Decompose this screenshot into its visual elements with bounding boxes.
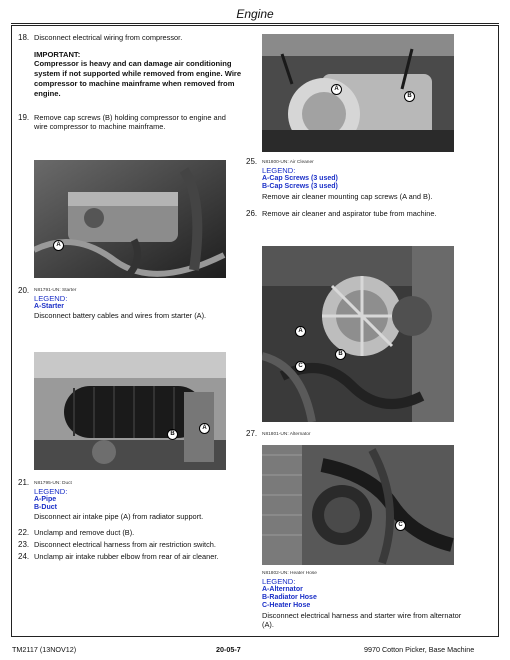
step-23-number: 23.	[18, 540, 30, 549]
step-25-legend-title: LEGEND:	[262, 166, 296, 175]
step-27-line-2: (A).	[262, 620, 274, 629]
step-27-caption-2: N81802-UN: Heater Hose	[262, 571, 317, 576]
starter-photo	[34, 160, 226, 278]
callout-c-alternator: C	[295, 361, 306, 372]
step-20-number: 20.	[18, 286, 30, 295]
step-25-text: Remove air cleaner mounting cap screws (A and B).	[262, 192, 433, 201]
step-26-number: 26.	[246, 209, 258, 218]
step-21-text: Disconnect air intake pipe (A) from radiator support.	[34, 512, 204, 521]
duct-photo-art	[34, 352, 226, 470]
step-27-legend-item-3: C-Heater Hose	[262, 602, 311, 609]
alternator-photo	[262, 246, 454, 422]
important-label: IMPORTANT:	[34, 50, 81, 59]
important-line-3: compressor to machine mainframe when removed from	[34, 79, 235, 88]
step-24-text: Unclamp air intake rubber elbow from rear of air cleaner.	[34, 552, 219, 561]
alternator-photo-art	[262, 246, 454, 422]
step-20-caption: N81791-UN: Starter	[34, 288, 77, 293]
footer-doc-id: TM2117 (13NOV12)	[12, 645, 77, 654]
starter-photo-art	[34, 160, 226, 278]
step-25-legend-item-1: A-Cap Screws (3 used)	[262, 175, 338, 182]
step-21-caption: N81795-UN: Duct	[34, 481, 72, 486]
step-21-legend-item-1: A-Pipe	[34, 496, 57, 503]
step-27-legend-item-1: A-Alternator	[262, 586, 303, 593]
callout-a-air-cleaner: A	[331, 84, 342, 95]
step-21-legend-item-2: B-Duct	[34, 504, 57, 511]
important-line-2: system if not supported while removed from engine. Wire	[34, 69, 242, 78]
important-line-4: engine.	[34, 89, 61, 98]
footer-machine-name: 9970 Cotton Picker, Base Machine	[364, 645, 475, 654]
step-22-number: 22.	[18, 528, 30, 537]
heater-hose-photo-art	[262, 445, 454, 565]
step-23-text: Disconnect electrical harness from air restriction switch.	[34, 540, 216, 549]
callout-b-alternator: B	[335, 349, 346, 360]
important-line-1: Compressor is heavy and can damage air conditioning	[34, 59, 232, 68]
duct-photo	[34, 352, 226, 470]
callout-a-starter: A	[53, 240, 64, 251]
step-25-number: 25.	[246, 157, 258, 166]
header-rule	[11, 23, 499, 24]
step-18-text: Disconnect electrical wiring from compressor.	[34, 33, 183, 42]
air-cleaner-photo	[262, 34, 454, 152]
step-27-legend-item-2: B-Radiator Hose	[262, 594, 317, 601]
callout-b-duct: B	[167, 429, 178, 440]
callout-a-duct: A	[199, 423, 210, 434]
step-19-number: 19.	[18, 113, 30, 122]
step-25-legend-item-2: B-Cap Screws (3 used)	[262, 183, 338, 190]
footer-page-number: 20-05-7	[216, 645, 241, 654]
step-21-number: 21.	[18, 478, 30, 487]
page-header-title: Engine	[236, 7, 274, 21]
step-18-number: 18.	[18, 33, 30, 42]
air-cleaner-photo-art	[262, 34, 454, 152]
callout-c-heater: C	[395, 520, 406, 531]
step-21-legend-title: LEGEND:	[34, 487, 68, 496]
step-24-number: 24.	[18, 552, 30, 561]
step-20-text: Disconnect battery cables and wires from starter (A).	[34, 311, 207, 320]
step-25-caption: N81800-UN: Air Cleaner	[262, 160, 314, 165]
step-26-text: Remove air cleaner and aspirator tube from machine.	[262, 209, 437, 218]
step-27-number: 27.	[246, 429, 258, 438]
step-27-caption: N81801-UN: Alternator	[262, 432, 311, 437]
heater-hose-photo	[262, 445, 454, 565]
step-22-text: Unclamp and remove duct (B).	[34, 528, 135, 537]
step-27-legend-title: LEGEND:	[262, 577, 296, 586]
step-20-legend-title: LEGEND:	[34, 294, 68, 303]
step-19-line-1: Remove cap screws (B) holding compressor to engine and	[34, 113, 226, 122]
step-27-line-1: Disconnect electrical harness and starter wire from alternator	[262, 611, 462, 620]
callout-b-air-cleaner: B	[404, 91, 415, 102]
step-19-line-2: wire compressor to machine mainframe.	[34, 122, 166, 131]
callout-a-alternator: A	[295, 326, 306, 337]
step-20-legend-item: A-Starter	[34, 303, 64, 310]
